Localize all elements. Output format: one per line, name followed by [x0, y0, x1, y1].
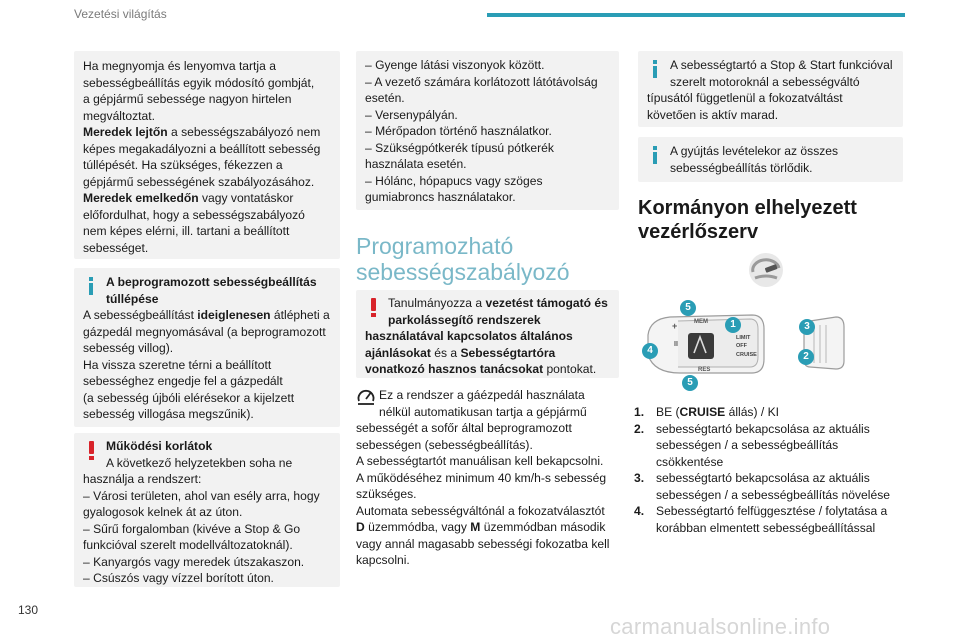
text-run: BE (: [656, 405, 680, 419]
bold-term: CRUISE: [679, 405, 726, 419]
list-item-number: 3.: [634, 471, 645, 485]
text-line: esetén.: [365, 91, 405, 105]
text-line: csökkentése: [656, 454, 724, 469]
cruise-control-stalk-diagram: [640, 295, 850, 395]
text-run: állás) / KI: [725, 405, 780, 419]
list-item: [634, 470, 914, 503]
text-line: gyalogosok kelnek át az úton.: [83, 505, 243, 519]
list-item: [634, 503, 914, 536]
header-section-title: Vezetési világítás: [74, 7, 167, 21]
stalk-label-cruise: CRUISE: [736, 352, 757, 358]
text-line: követően is aktív marad.: [647, 107, 779, 122]
warning-box-recommendations: [356, 290, 619, 378]
text-line: [365, 328, 619, 345]
text-line: [365, 345, 619, 362]
list-item-text: [656, 421, 870, 471]
bold-term: ajánlásokat: [365, 345, 431, 360]
cruise-description-body: [356, 387, 624, 569]
text-run: üzemmódban második: [480, 520, 606, 534]
text-line: – Gyenge látási viszonyok között.: [365, 58, 545, 72]
text-line: gázpedál megnyomásával (a beprogramozott: [83, 324, 326, 339]
list-item: [634, 404, 914, 421]
text-line: gépjármű sebességének szabályozásához.: [83, 174, 315, 189]
stalk-label-limit: LIMIT: [736, 335, 751, 341]
text-line: vagy annál magasabb sebességi fokozatba kell: [356, 536, 610, 551]
text-line: gumiabroncs használatakor.: [365, 190, 516, 204]
text-line: előfordulhat, hogy a sebességszabályozó: [83, 207, 305, 222]
box-title-line: [83, 438, 340, 455]
text-line: – Mérőpadon történő használatkor.: [365, 124, 552, 138]
text-line: [365, 295, 619, 312]
bold-term: Meredek emelkedőn: [83, 191, 199, 205]
bold-term: D: [356, 520, 365, 534]
text-line: sebességen / a sebességbeállítás növelése: [656, 487, 890, 502]
text-line: – A vezető számára korlátozott látótávolság: [365, 74, 598, 89]
list-item-number: 2.: [634, 421, 645, 436]
text-line: A sebességtartót manuálisan kell bekapcsolni.: [356, 454, 604, 468]
text-line: – Hólánc, hópapucs vagy szöges: [365, 173, 543, 188]
controls-legend-list: [634, 404, 914, 536]
text-line: sebességét a sofőr által beprogramozott: [356, 421, 572, 435]
text-line: a gépjármű sebessége nagyon hirtelen: [83, 92, 292, 106]
text-line: használata esetén.: [365, 157, 467, 171]
callout-5-top: 5: [680, 300, 696, 316]
list-item: [634, 421, 914, 471]
text-line: – Kanyargós vagy meredek útszakaszon.: [83, 554, 305, 569]
text-line: nem képes elérni, ill. tartani a beállított: [83, 224, 290, 238]
text-line: kapcsolni.: [356, 553, 410, 567]
text-line: túllépését. Ha szükséges, fékezzen a: [83, 158, 283, 172]
text-line: – Versenypályán.: [365, 107, 458, 122]
callout-1: 1: [725, 317, 741, 333]
text-line: sebességtartó bekapcsolása az aktuális: [656, 421, 870, 436]
stalk-label-plus: +: [672, 321, 678, 331]
stalk-label-mem: MEM: [694, 319, 708, 325]
note-box-steep-road: [74, 51, 340, 259]
callout-5-bottom: 5: [682, 375, 698, 391]
text-line: A működéséhez minimum 40 km/h-s sebesség: [356, 470, 607, 485]
text-run: a sebességszabályozó nem: [167, 125, 321, 139]
stalk-label-off: OFF: [736, 343, 747, 349]
bold-title: A beprogramozott sebességbeállítás: [106, 275, 317, 289]
text-line: megváltoztat.: [83, 108, 155, 123]
text-run: üzemmódba, vagy: [364, 520, 471, 534]
text-line: – Csúszós vagy vízzel borított úton.: [83, 571, 274, 585]
title-line: vezérlőszerv: [638, 221, 759, 243]
info-box-stop-start: [638, 51, 903, 127]
text-line: sebességtartó bekapcsolása az aktuális: [656, 471, 870, 485]
list-item-text: [656, 503, 887, 536]
watermark: carmanualsonline.info: [610, 614, 831, 639]
text-line: A sebességtartó a Stop & Start funkcióval: [670, 58, 893, 72]
callout-2: 2: [798, 349, 814, 365]
steering-wheel-icon: [745, 252, 787, 288]
text-run: vagy vontatáskor: [198, 191, 294, 205]
info-box-override: [74, 268, 340, 427]
stalk-label-res: RES: [698, 367, 711, 373]
bold-title: túllépése: [106, 291, 159, 306]
bold-term: Meredek lejtőn: [83, 125, 168, 139]
text-line: típusától függetlenül a fokozatváltást: [647, 91, 843, 105]
text-line: sebességen / a sebességbeállítás: [656, 438, 839, 452]
info-box-ignition-off: [638, 137, 903, 182]
text-line: sebességbeállítás törlődik.: [670, 160, 813, 175]
text-line: sebességet.: [83, 240, 149, 255]
text-line: [83, 190, 340, 207]
text-line: A gyújtás levételekor az összes: [670, 144, 839, 158]
text-line: sebesség villogása megszűnik).: [83, 407, 254, 421]
text-run: Tanulmányozza a: [388, 296, 486, 310]
text-line: Automata sebességváltónál a fokozatválasztót: [356, 503, 605, 518]
text-line: [365, 312, 619, 329]
box-title-line: [83, 274, 340, 291]
list-item-text: [656, 470, 890, 503]
text-line: Sebességtartó felfüggesztése / folytatása a: [656, 504, 888, 518]
bold-title: Működési korlátok: [106, 439, 213, 453]
text-line: sebességbeállítás egyik módosító gombját,: [83, 75, 315, 90]
text-run: A sebességbeállítást: [83, 308, 198, 322]
text-line: sebesség villog).: [83, 341, 174, 355]
text-line: (a sebesség újbóli elérésekor a kijelzett: [83, 390, 295, 405]
bold-term: Sebességtartóra: [460, 345, 556, 360]
text-line: nélkül automatikusan tartja a gépjármű: [379, 404, 587, 419]
text-line: [83, 124, 340, 141]
text-run: átlépheti a: [270, 308, 330, 322]
section-title-cruise-control: [356, 233, 570, 285]
text-line: sebességhez engedje fel a gázpedált: [83, 374, 283, 388]
page-number: 130: [18, 603, 39, 617]
section-title-steering-control: [638, 196, 857, 244]
bold-term: M: [470, 520, 481, 534]
bold-term: ideiglenesen: [197, 308, 271, 322]
bold-term: használatával kapcsolatos általános: [365, 329, 573, 343]
list-item-number: 4.: [634, 504, 645, 518]
text-line: – Sűrű forgalomban (kivéve a Stop & Go: [83, 521, 301, 536]
callout-4: 4: [642, 343, 658, 359]
list-box-limits-cont: [356, 51, 619, 210]
text-line: [83, 307, 340, 324]
title-line: sebességszabályozó: [356, 259, 570, 285]
text-line: Ez a rendszer a gáézpedál használata: [379, 388, 585, 402]
text-line: – Szükségpótkerék típusú pótkerék: [365, 140, 554, 155]
list-item-text: [656, 404, 779, 421]
text-line: szükséges.: [356, 487, 417, 501]
text-line: képes megakadályozni a beállított sebesség: [83, 141, 321, 156]
text-line: sebességen (sebességbeállítás).: [356, 437, 533, 452]
text-line: korábban elmentett sebességbeállítással: [656, 520, 876, 535]
title-line: Programozható: [356, 233, 514, 259]
bold-term: vezetést támogató és: [485, 296, 608, 310]
text-line: használja a rendszert:: [83, 472, 202, 486]
text-run: pontokat.: [543, 362, 597, 376]
text-line: – Városi területen, ahol van esély arra, hogy: [83, 488, 320, 503]
callout-3: 3: [799, 319, 815, 335]
text-line: Ha megnyomja és lenyomva tartja a: [83, 59, 276, 73]
text-line: A következő helyzetekben soha ne: [106, 455, 293, 470]
box-title-line: [83, 291, 340, 308]
bold-term: vonatkozó hasznos tanácsokat: [365, 362, 544, 376]
header-accent-bar: [487, 13, 905, 17]
title-line: Kormányon elhelyezett: [638, 197, 857, 219]
text-line: funkcióval szerelt modellváltozatoknál).: [83, 538, 293, 552]
warning-box-limits: [74, 433, 340, 587]
stalk-label-pause: II: [674, 341, 678, 348]
bold-term: parkolássegítő rendszerek: [388, 312, 541, 327]
text-line: [365, 361, 619, 378]
text-run: és a: [430, 345, 461, 360]
list-item-number: 1.: [634, 405, 645, 419]
text-line: [356, 519, 624, 536]
text-line: szerelt motoroknál a sebességváltó: [670, 74, 860, 89]
text-line: Ha vissza szeretne térni a beállított: [83, 357, 272, 372]
